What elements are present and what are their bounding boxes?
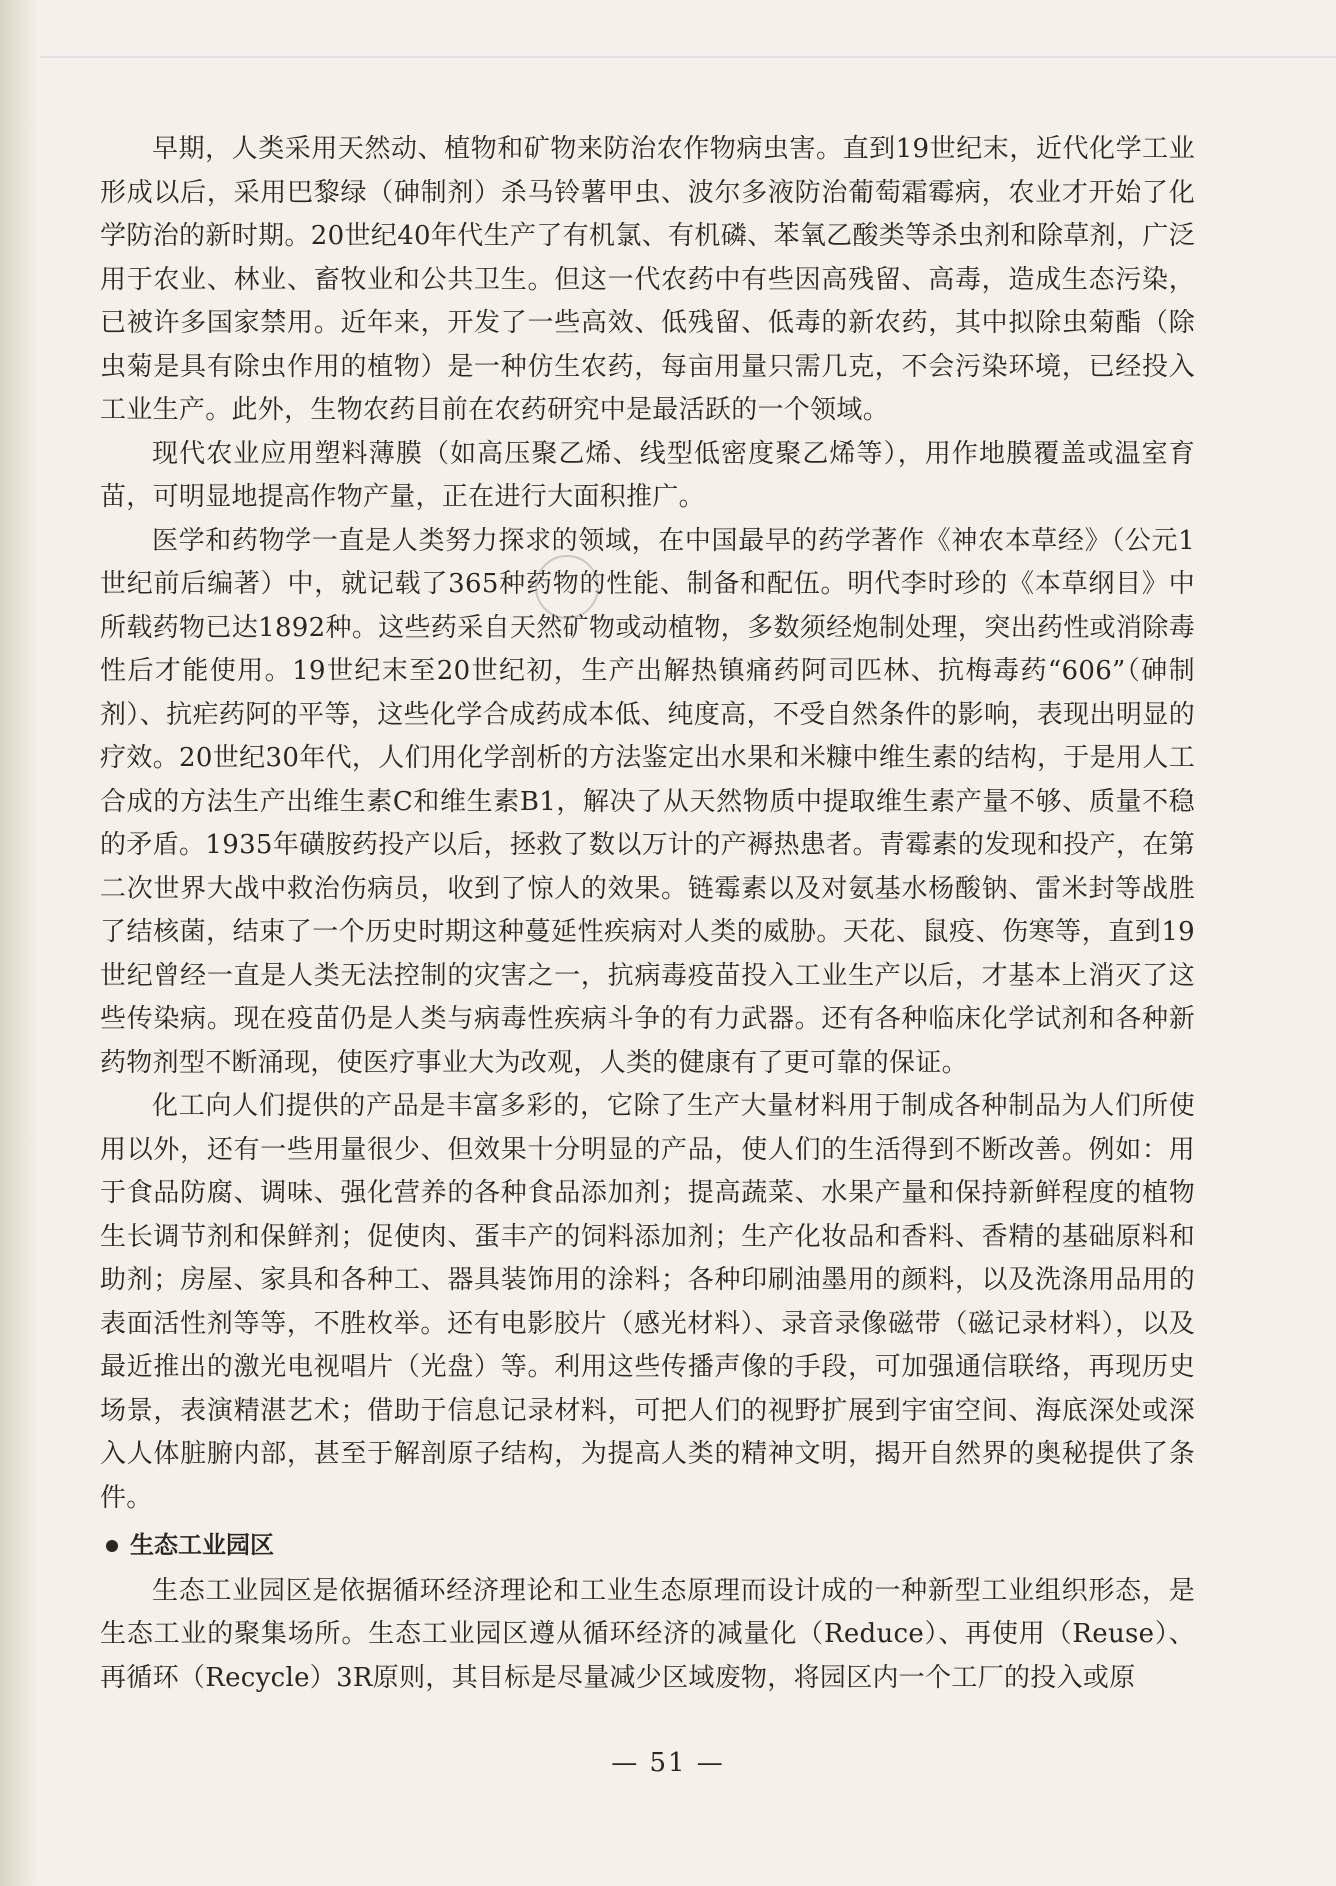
paragraph-chemical-products: 化工向人们提供的产品是丰富多彩的，它除了生产大量材料用于制成各种制品为人们所使用以外，还有一些用量很少、但效果十分明显的产品，使人们的生活得到不断改善。例如：用于食品防腐、调味、强化营养的各种食品添加剂；提高蔬菜、水果产量和保持新鲜程度的植物生长调节剂和保鲜剂；促使肉、蛋丰产的饲料添加剂；生产化妆品和香料、香精的基础原料和助剂；房屋、家具和各种工、器具装饰用的涂料；各种印刷油墨用的颜料，以及洗涤用品用的表面活性剂等等，不胜枚举。还有电影胶片（感光材料）、录音录像磁带（磁记录材料），以及最近推出的激光电视唱片（光盘）等。利用这些传播声像的手段，可加强通信联络，再现历史场景，表演精湛艺术；借助于信息记录材料，可把人们的视野扩展到宇宙空间、海底深处或深入人体脏腑内部，甚至于解剖原子结构，为提高人类的精神文明，揭开自然界的奥秘提供了条件。: [100, 1091, 1195, 1513]
paragraph-plastic-film: 现代农业应用塑料薄膜（如高压聚乙烯、线型低密度聚乙烯等），用作地膜覆盖或温室育苗，可明显地提高作物产量，正在进行大面积推广。: [100, 438, 1195, 512]
paragraph-medicine: 医学和药物学一直是人类努力探求的领域，在中国最早的药学著作《神农本草经》（公元1世纪前后编著）中，就记载了365种药物的性能、制备和配伍。明代李时珍的《本草纲目》中所载药物已达1892种。这些药采自天然矿物或动植物，多数须经炮制处理，突出药性或消除毒性后才能使用。19世纪末至20世纪初，生产出解热镇痛药阿司匹林、抗梅毒药“606”（砷制剂）、抗疟药阿的平等，这些化学合成药成本低、纯度高，不受自然条件的影响，表现出明显的疗效。20世纪30年代，人们用化学剖析的方法鉴定出水果和米糠中维生素的结构，于是用人工合成的方法生产出维生素C和维生素B1，解决了从天然物质中提取维生素产量不够、质量不稳的矛盾。1935年磺胺药投产以后，拯救了数以万计的产褥热患者。青霉素的发现和投产，在第二次世界大战中救治伤病员，收到了惊人的效果。链霉素以及对氨基水杨酸钠、雷米封等战胜了结核菌，结束了一个历史时期这种蔓延性疾病对人类的威胁。天花、鼠疫、伤寒等，直到19世纪曾经一直是人类无法控制的灾害之一，抗病毒疫苗投入工业生产以后，才基本上消灭了这些传染病。现在疫苗仍是人类与病毒性疾病斗争的有力武器。还有各种临床化学试剂和各种新药物剂型不断涌现，使医疗事业大为改观，人类的健康有了更可靠的保证。: [100, 525, 1195, 1078]
paragraph-pesticides: 早期，人类采用天然动、植物和矿物来防治农作物病虫害。直到19世纪末，近代化学工业形成以后，采用巴黎绿（砷制剂）杀马铃薯甲虫、波尔多液防治葡萄霜霉病，农业才开始了化学防治的新时期。20世纪40年代生产了有机氯、有机磷、苯氧乙酸类等杀虫剂和除草剂，广泛用于农业、林业、畜牧业和公共卫生。但这一代农药中有些因高残留、高毒，造成生态污染，已被许多国家禁用。近年来，开发了一些高效、低残留、低毒的新农药，其中拟除虫菊酯（除虫菊是具有除虫作用的植物）是一种仿生农药，每亩用量只需几克，不会污染环境，已经投入工业生产。此外，生物农药目前在农药研究中是最活跃的一个领域。: [100, 134, 1195, 425]
scan-binding-shadow: [0, 0, 40, 1886]
bullet-icon: [106, 1540, 118, 1552]
section-heading-text: 生态工业园区: [130, 1531, 274, 1559]
page-top-rule: [40, 56, 1336, 58]
paragraph-eco-industrial-park: 生态工业园区是依据循环经济理论和工业生态原理而设计成的一种新型工业组织形态，是生态工业的聚集场所。生态工业园区遵从循环经济的减量化（Reduce）、再使用（Reuse）、再循环（Recycle）3R原则，其目标是尽量减少区域废物，将园区内一个工厂的投入或原: [100, 1575, 1195, 1693]
section-heading: [106, 1524, 1195, 1568]
page-number: — 51 —: [611, 1748, 725, 1778]
page-body: [100, 128, 1195, 1700]
